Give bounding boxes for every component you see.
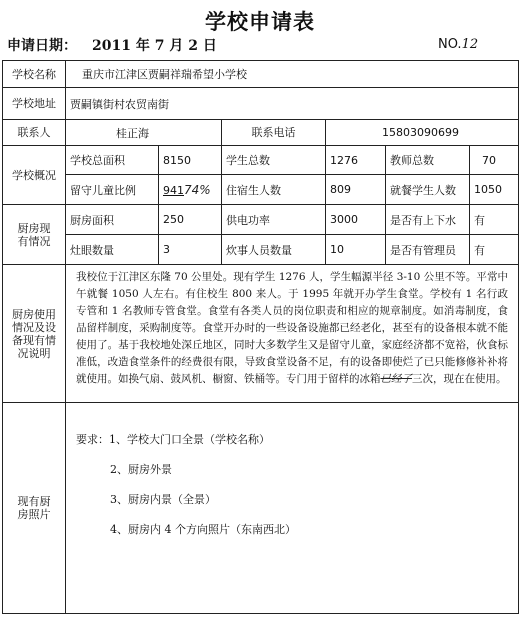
usage-label: 厨房使用情况及设备现有情况说明 [3, 265, 66, 403]
usage-cell [66, 265, 519, 403]
manager-value: 有 [470, 235, 519, 265]
kitchen-area-label: 厨房面积 [66, 205, 159, 235]
form-number [438, 37, 478, 52]
left-behind-handwritten: 74% [184, 182, 211, 197]
school-name-value: 重庆市江津区贾嗣祥瑞希望小学校 [66, 61, 519, 88]
photo-requirement-4: 4、厨房内 4 个方向照片（东南西北） [110, 523, 296, 536]
photos-cell [66, 403, 519, 614]
dining-value: 1050 [470, 175, 519, 205]
cooks-value: 10 [326, 235, 386, 265]
row-kitchen-2 [3, 235, 519, 265]
school-name-label: 学校名称 [3, 61, 66, 88]
photos-label: 现有厨房照片 [3, 403, 66, 614]
dining-label: 就餐学生人数 [386, 175, 470, 205]
contact-label: 联系人 [3, 120, 66, 146]
form-title: 学校申请表 [205, 9, 315, 34]
photo-requirement-2: 2、厨房外景 [110, 463, 172, 476]
left-behind-label: 留守儿童比例 [66, 175, 159, 205]
stove-value: 3 [159, 235, 222, 265]
student-count-value: 1276 [326, 146, 386, 175]
phone-label: 联系电话 [222, 120, 326, 146]
manager-label: 是否有管理员 [386, 235, 470, 265]
photo-requirement-1: 要求：1、学校大门口全景（学校名称） [76, 433, 270, 446]
school-address-label: 学校地址 [3, 88, 66, 120]
power-label: 供电功率 [222, 205, 326, 235]
date-value: 2011 年 7 月 2 日 [92, 38, 217, 54]
left-behind-value: 941 [163, 183, 184, 197]
boarding-label: 住宿生人数 [222, 175, 326, 205]
water-label: 是否有上下水 [386, 205, 470, 235]
photo-requirements [70, 403, 514, 545]
usage-struck-text: 已经了 [380, 373, 412, 385]
cooks-label: 炊事人员数量 [222, 235, 326, 265]
form-number-label: NO. [438, 37, 462, 52]
teacher-count-value: 70 [470, 146, 519, 175]
row-school-address [3, 88, 519, 120]
date-label: 申请日期： [7, 38, 77, 54]
row-overview-1 [3, 146, 519, 175]
usage-text-end: 三次，现在在使用。 [412, 373, 507, 385]
student-count-label: 学生总数 [222, 146, 326, 175]
total-area-label: 学校总面积 [66, 146, 159, 175]
school-address-value: 贾嗣镇街村农贸南街 [66, 88, 519, 120]
application-form-table [2, 60, 519, 614]
contact-value: 桂正海 [66, 120, 222, 146]
teacher-count-label: 教师总数 [386, 146, 470, 175]
phone-value: 15803090699 [326, 120, 519, 146]
row-kitchen-1 [3, 205, 519, 235]
header-row [0, 34, 520, 56]
row-school-name [3, 61, 519, 88]
photo-requirement-3: 3、厨房内景（全景） [110, 493, 216, 506]
usage-text-main: 我校位于江津区东隆 70 公里处。现有学生 1276 人，学生幅源半径 3-10 公里不等。平常中午就餐 1050 人左右。有住校生 800 来人。于 1995 年就开办学生食堂。学校有 1 名行政专管和 1 名教师专管食堂。食堂有各类人员的岗位职责和相应的规章制度。如消毒制度，食品留样制度，采购制度等。食堂开办时的一些设备设施都已经老化，甚至有的设备根本就不能使用了。基于我校地处深丘地区，同时大多数学生又是留守儿童，家庭经济都不宽裕，伙食标准低，改造食堂条件的经费很有限，导致食堂设备不足，有的设备即使烂了已只能修修补补将就使用。如换气扇、鼓风机、橱窗、铁桶等。专门用于留样的冰箱 [76, 271, 508, 385]
kitchen-area-value: 250 [159, 205, 222, 235]
usage-description [70, 265, 514, 390]
row-overview-2 [3, 175, 519, 205]
form-number-value: 12 [461, 37, 479, 52]
power-value: 3000 [326, 205, 386, 235]
row-usage [3, 265, 519, 403]
row-contact [3, 120, 519, 146]
total-area-value: 8150 [159, 146, 222, 175]
kitchen-label: 厨房现有情况 [3, 205, 66, 265]
stove-label: 灶眼数量 [66, 235, 159, 265]
overview-label: 学校概况 [3, 146, 66, 205]
row-photos [3, 403, 519, 614]
left-behind-cell [159, 175, 222, 205]
water-value: 有 [470, 205, 519, 235]
boarding-value: 809 [326, 175, 386, 205]
